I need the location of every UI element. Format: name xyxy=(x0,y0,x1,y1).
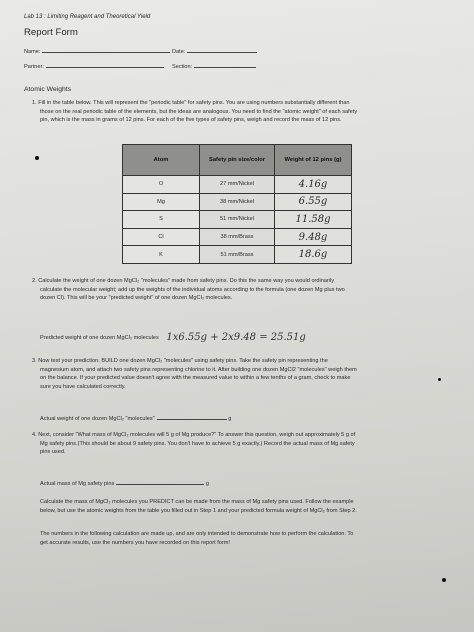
atom-cell: K xyxy=(123,246,200,264)
atom-cell: S xyxy=(123,211,200,229)
table-row xyxy=(123,246,352,264)
q2-line: calculate the molecular weight; add up the weights of the individual atoms according to the formula (one dozen Mg plus two xyxy=(40,286,345,293)
mass-cell[interactable] xyxy=(275,211,352,229)
mg-mass-blank[interactable] xyxy=(116,478,204,485)
q1-line: pin, which is the mass in grams of 12 pins. For each of the five types of safety pins, weigh and record the mass of 12 pins. xyxy=(40,117,342,124)
form-title: Report Form xyxy=(24,27,78,38)
q1-line: 1. Fill in the table below. This will represent the "periodic table" for safety pins. You are using numbers substantially different than xyxy=(32,100,350,106)
partner-field[interactable] xyxy=(24,61,164,70)
table-row xyxy=(123,228,352,246)
question-2 xyxy=(32,277,345,303)
question-4 xyxy=(32,431,355,457)
actual-weight-unit: g xyxy=(228,416,232,422)
lab-title: Lab 13 : Limiting Reagent and Theoretical Yield xyxy=(24,14,151,20)
handwritten-mass: 18.6g xyxy=(298,249,328,261)
question-1 xyxy=(32,99,357,125)
predicted-weight-field[interactable] xyxy=(40,331,306,343)
handwritten-mass: 4.16g xyxy=(298,178,328,190)
name-field[interactable] xyxy=(24,46,170,55)
q3-line: sure you have calculated correctly. xyxy=(40,383,126,390)
section-blank[interactable] xyxy=(194,61,256,68)
table-row xyxy=(123,193,352,211)
partner-label: Partner: xyxy=(24,64,44,70)
note-line: The numbers in the following calculation are made up, and are only intended to demonstrate how to perform the calculation. To xyxy=(40,531,354,537)
section-title: Atomic Weights xyxy=(24,86,72,93)
header-atom: Atom xyxy=(123,145,200,176)
date-blank[interactable] xyxy=(187,46,257,53)
header-mass: Weight of 12 pins (g) xyxy=(275,145,352,176)
pin-cell: 27 mm/Nickel xyxy=(200,176,275,194)
bullet-mark xyxy=(35,156,39,160)
pin-cell: 38 mm/Nickel xyxy=(200,193,275,211)
note-line: get accurate results, use the numbers you have recorded on this report form! xyxy=(40,539,230,546)
mass-cell[interactable] xyxy=(275,176,352,194)
q4-line: 4. Next, consider "What mass of MgCl₂ molecules will 5 g of Mg produce?" To answer this question, weigh out approximately 5 g of xyxy=(32,432,356,438)
bullet-mark xyxy=(442,578,446,582)
handwritten-mass: 6.55g xyxy=(298,196,328,208)
question-3 xyxy=(32,357,357,391)
pin-cell: 51 mm/Nickel xyxy=(200,211,275,229)
calc-note xyxy=(40,530,353,547)
bullet-mark xyxy=(438,378,441,381)
partner-blank[interactable] xyxy=(46,61,164,68)
atom-cell: Cl xyxy=(123,228,200,246)
handwritten-mass: 11.58g xyxy=(295,213,331,225)
q2-line: dozen Cl). This will be your "predicted weight" of one dozen MgCl₂ molecules. xyxy=(40,295,233,302)
atom-cell: Mg xyxy=(123,193,200,211)
safety-pin-table xyxy=(122,144,352,264)
calc-line: below, but use the atomic weights from the table you filled out in Step 1 and your predicted formula weight of MgCl₂ from Step 2. xyxy=(40,507,357,514)
q3-line: on the balance. If your predicted value doesn't agree with the measured value to within a few tenths of a gram, check to make xyxy=(40,375,351,382)
actual-weight-field[interactable] xyxy=(40,413,231,422)
mg-mass-unit: g xyxy=(205,481,209,487)
table-row xyxy=(123,211,352,229)
date-label: Date: xyxy=(172,49,186,55)
actual-weight-blank[interactable] xyxy=(157,413,227,420)
header-pin: Safety pin size/color xyxy=(200,145,275,176)
pin-cell: 51 mm/Brass xyxy=(200,246,275,264)
section-field[interactable] xyxy=(172,61,256,70)
mass-cell[interactable] xyxy=(275,228,352,246)
mass-cell[interactable] xyxy=(275,193,352,211)
q2-line: 2. Calculate the weight of one dozen MgCl₂ "molecules" made from safety pins. Do this the same way you would ordinarily xyxy=(32,278,335,284)
table-row xyxy=(123,176,352,194)
actual-weight-label: Actual weight of one dozen MgCl₂ "molecules" xyxy=(40,416,155,422)
q1-line: those on the real periodic table of the elements, but the ideas are analogous. You need to find the "atomic weight" of each safety xyxy=(40,108,358,115)
section-label: Section: xyxy=(172,64,193,70)
name-label: Name: xyxy=(24,49,41,55)
table-header-row xyxy=(123,145,352,176)
q3-line: magnesium atom, and attach two safety pins representing chlorine to it. After building one dozen MgCl2 "molecules" weigh them xyxy=(40,366,357,373)
mass-cell[interactable] xyxy=(275,246,352,264)
mg-mass-label: Actual mass of Mg safety pins xyxy=(40,481,115,487)
calc-instructions xyxy=(40,498,357,515)
date-field[interactable] xyxy=(172,46,257,55)
mg-mass-field[interactable] xyxy=(40,478,209,487)
q4-line: pins used. xyxy=(40,449,66,456)
calc-line: Calculate the mass of MgCl₂ molecules you PREDICT can be made from the mass of Mg safety pins used. Follow the example xyxy=(40,499,354,505)
atom-cell: O xyxy=(123,176,200,194)
name-blank[interactable] xyxy=(42,46,170,53)
predicted-weight-label: Predicted weight of one dozen MgCl₂ molecules xyxy=(40,335,159,341)
handwritten-mass: 9.48g xyxy=(298,231,328,243)
pin-cell: 38 mm/Brass xyxy=(200,228,275,246)
q4-line: Mg safety pins.(This should be about 9 safety pins. You don't have to achieve 5 g exactly.) Record the actual mass of Mg safety xyxy=(40,440,355,447)
q3-line: 3. Now test your prediction. BUILD one dozen MgCl₂ "molecules" using safety pins. Take the safety pin representing the xyxy=(32,358,328,364)
handwritten-answer: 1x6.55g + 2x9.48 = 25.51g xyxy=(166,332,306,343)
